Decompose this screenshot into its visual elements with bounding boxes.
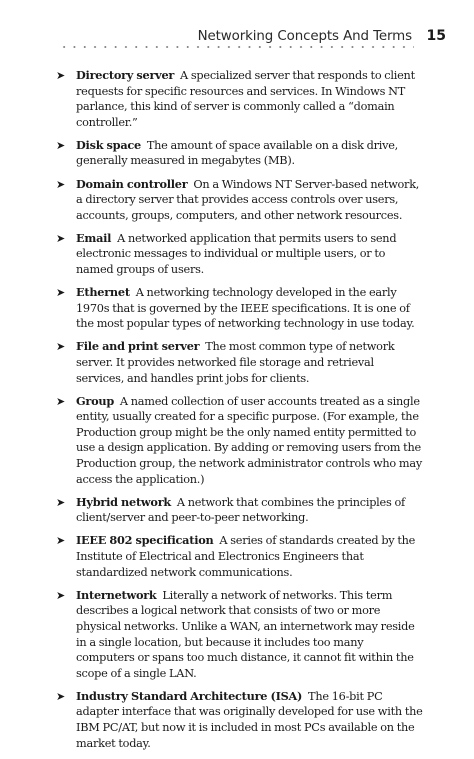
- glossary-term: Ethernet: [76, 285, 130, 300]
- glossary-definition: A series of standards created by the Institute of Electrical and Electronics Engineers that standardized network communications.: [76, 534, 416, 579]
- arrow-bullet-icon: ➤: [56, 534, 65, 548]
- glossary-entry: [56, 339, 424, 386]
- running-head: Networking Concepts And Terms: [197, 29, 412, 44]
- arrow-bullet-icon: ➤: [56, 69, 65, 82]
- arrow-bullet-icon: ➤: [56, 231, 65, 245]
- dotted-rule: [56, 44, 414, 50]
- glossary-definition: The amount of space available on a disk drive, generally measured in megabytes (MB).: [76, 138, 399, 168]
- glossary-entry: [56, 394, 424, 488]
- glossary-definition: A specialized server that responds to client requests for specific resources and services. In Windows NT parlance, this kind of server is commonly called a “domain controller.”: [76, 69, 415, 129]
- glossary-term: Disk space: [76, 137, 141, 152]
- page-header: [56, 26, 448, 54]
- glossary-definition: A named collection of user accounts treated as a single entity, usually created for a specific purpose. (For example, the Production group might be the only named entity permitted to use a design application. By adding or removing users from the Production group, the network administrator controls who may access the application.): [76, 394, 422, 486]
- glossary-term: Domain controller: [76, 176, 188, 191]
- glossary-entry: [56, 495, 424, 526]
- arrow-bullet-icon: ➤: [56, 138, 65, 152]
- glossary-entry: [56, 231, 424, 278]
- glossary-term: Directory server: [76, 68, 175, 82]
- arrow-bullet-icon: ➤: [56, 394, 65, 408]
- glossary-term: IEEE 802 specification: [76, 533, 214, 548]
- glossary-term: Hybrid network: [76, 494, 171, 509]
- arrow-bullet-icon: ➤: [56, 588, 65, 602]
- glossary-term: Email: [76, 230, 112, 245]
- glossary-entry: [56, 285, 424, 332]
- page-number: 15: [426, 28, 446, 44]
- glossary-entry: [56, 177, 424, 224]
- arrow-bullet-icon: ➤: [56, 689, 65, 703]
- glossary-term: Group: [76, 393, 114, 408]
- arrow-bullet-icon: ➤: [56, 495, 65, 509]
- glossary-entry: [56, 689, 424, 751]
- glossary-definition: On a Windows NT Server-based network, a directory server that provides access controls over users, accounts, groups, computers, and other network resources.: [76, 177, 420, 222]
- glossary-term: File and print server: [76, 339, 200, 354]
- arrow-bullet-icon: ➤: [56, 177, 65, 191]
- glossary-definition: The most common type of network server. It provides networked file storage and retrieval services, and handles print jobs for clients.: [76, 340, 395, 385]
- glossary-definition: Literally a network of networks. This term describes a logical network that consists of two or more physical networks. Unlike a WAN, an internetwork may reside in a single location, but because it includes too many computers or spans too much distance, it cannot fit within the scope of a single LAN.: [76, 588, 415, 680]
- arrow-bullet-icon: ➤: [56, 286, 65, 300]
- glossary-term: Industry Standard Architecture (ISA): [76, 688, 303, 703]
- glossary-definition: The 16-bit PC adapter interface that was originally developed for use with the IBM PC/AT, but now it is included in most PCs available on the market today.: [76, 689, 423, 750]
- glossary-definition: A networked application that permits users to send electronic messages to individual or multiple users, or to named groups of users.: [76, 231, 397, 277]
- glossary-entry: [56, 588, 424, 682]
- arrow-bullet-icon: ➤: [56, 340, 65, 354]
- glossary-entry: [56, 68, 424, 130]
- glossary-entry: [56, 138, 424, 169]
- glossary-definition: A networking technology developed in the early 1970s that is governed by the IEEE specifications. It is one of the most popular types of networking technology in use today.: [76, 286, 415, 331]
- glossary-term: Internetwork: [76, 587, 157, 602]
- glossary-list: [56, 68, 424, 759]
- glossary-entry: [56, 533, 424, 580]
- glossary-definition: A network that combines the principles of client/server and peer-to-peer networking.: [76, 495, 405, 525]
